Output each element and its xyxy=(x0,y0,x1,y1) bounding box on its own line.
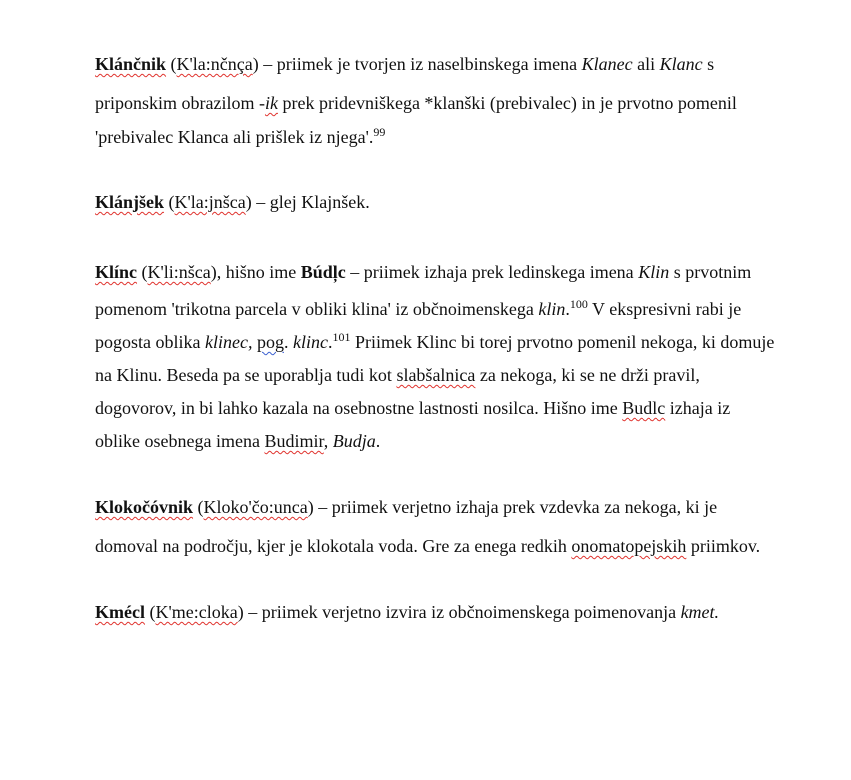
entry-line: Klínc (K'li:nšca), hišno ime Búdļc – priimek izhaja prek ledinskega imena Klin s prvotnim xyxy=(95,262,752,282)
entry-line: priponskim obrazilom -ik prek pridevniškega *klanški (prebivalec) in je prvotno pomenil xyxy=(95,93,737,113)
pronunciation: K'li:nšca xyxy=(147,262,211,282)
pronunciation: Kloko'čo:unca xyxy=(203,497,308,517)
entry-line: oblike osebnega imena Budimir, Budja. xyxy=(95,431,381,451)
headword: Klánčnik xyxy=(95,54,167,74)
entry-line: Klánčnik (K'la:nčnça) – priimek je tvorjen iz naselbinskega imena Klanec ali Klanc s xyxy=(95,54,715,74)
headword: Klokočóvnik xyxy=(95,497,194,517)
entry-line: na Klinu. Beseda pa se uporablja tudi kot slabšalnica za nekoga, ki se ne drži pravil, xyxy=(95,365,700,385)
footnote-ref: 99 xyxy=(373,125,386,139)
entry-line: Klokočóvnik (Kloko'čo:unca) – priimek verjetno izhaja prek vzdevka za nekoga, ki je xyxy=(95,497,718,517)
pronunciation: K'la:jnšca xyxy=(174,192,246,212)
headword: Klánjšek xyxy=(95,192,165,212)
entry-line: pomenom 'trikotna parcela v obliki klina' iz občnoimenskega klin.$^{100}$ V ekspresivni rabi je xyxy=(95,297,742,319)
entry-line: Klánjšek (K'la:jnšca) – glej Klajnšek. xyxy=(95,192,370,212)
pronunciation: K'me:cloka xyxy=(155,602,238,622)
entry-line: Kmécl (K'me:cloka) – priimek verjetno izvira iz občnoimenskega poimenovanja kmet. xyxy=(95,602,720,622)
entry-line: domoval na področju, kjer je klokotala voda. Gre za enega redkih onomatopejskih priimkov. xyxy=(95,536,761,556)
headword: Kmécl xyxy=(95,602,145,622)
entry-line: dogovorov, in bi lahko kazala na osebnostne lastnosti nosilca. Hišno ime Budlc izhaja iz xyxy=(95,398,731,418)
headword: Klínc xyxy=(95,262,138,282)
entry-line: 'prebivalec Klanca ali prišlek iz njega'.$^{99}$ xyxy=(95,125,386,147)
footnote-ref: 101 xyxy=(332,330,351,344)
footnote-ref: 100 xyxy=(569,297,588,311)
entry-line: pogosta oblika klinec, pog. klinc.$^{101}$ Priimek Klinc bi torej prvotno pomenil nekoga, ki domuje xyxy=(95,330,775,352)
house-name: Búdļc xyxy=(300,262,346,282)
pronunciation: K'la:nčnça xyxy=(176,54,253,74)
